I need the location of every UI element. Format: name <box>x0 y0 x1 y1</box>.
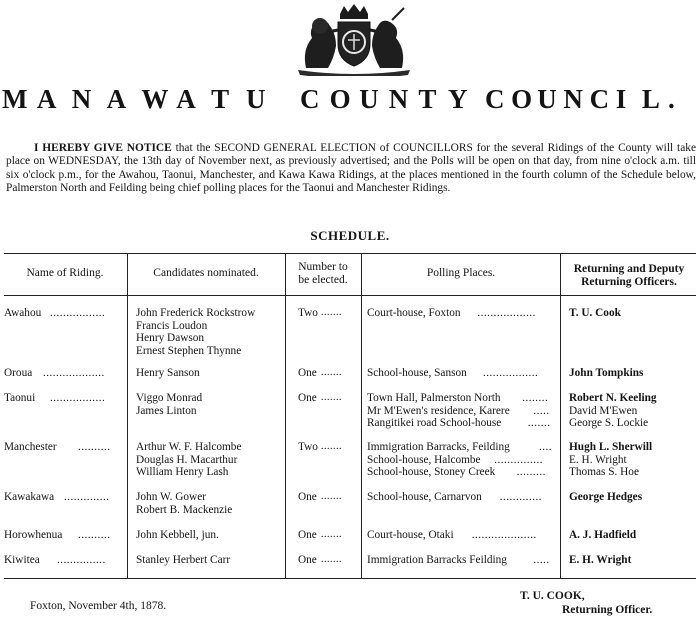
title-letter: U <box>246 84 266 114</box>
header-riding: Name of Riding. <box>26 267 104 279</box>
leader-dots: ..... <box>533 404 550 417</box>
candidate-name: Stanley Herbert Carr <box>136 554 231 566</box>
header-officers <box>561 263 697 289</box>
title-letter: U <box>537 84 557 114</box>
returning-officer: George S. Lockie <box>569 417 649 429</box>
title-letter: O <box>511 84 533 114</box>
leader-dots: ....... <box>527 417 551 429</box>
candidate-name: Francis Loudon <box>136 319 208 332</box>
returning-officer: David M'Ewen <box>569 404 638 417</box>
table-bottom-rule <box>4 578 696 579</box>
polling-place: Mr M'Ewen's residence, Karere <box>367 404 510 417</box>
title-letter: T <box>211 84 230 114</box>
leader-dots: ........ <box>522 392 549 404</box>
column-divider <box>285 253 286 578</box>
leader-dots: ....... <box>321 554 342 565</box>
number-to-elect: One <box>298 491 317 503</box>
notice-paragraph <box>6 142 696 195</box>
returning-officer: A. J. Hadfield <box>569 529 637 541</box>
title-letter: A <box>106 84 127 114</box>
leader-dots: ............... <box>57 554 106 566</box>
header-officers-line1: Returning and Deputy <box>573 263 685 275</box>
riding-name: Taonui <box>4 392 36 404</box>
returning-officer: George Hedges <box>569 491 643 503</box>
leader-dots: ....... <box>321 441 342 452</box>
leader-dots: .................... <box>471 529 537 541</box>
leader-dots: .......... <box>78 441 111 453</box>
polling-place: Immigration Barracks, Feilding <box>367 441 510 453</box>
polling-place: School-house, Sanson <box>367 367 467 379</box>
candidate-name: Douglas H. Macarthur <box>136 453 238 466</box>
riding-name: Kiwitea <box>4 554 40 566</box>
candidate-name: Robert B. Mackenzie <box>136 503 233 516</box>
number-to-elect: One <box>298 529 317 541</box>
candidate-name: William Henry Lash <box>136 466 229 478</box>
title-letter: W <box>141 84 169 114</box>
signatory-name: T. U. COOK, <box>520 590 585 602</box>
signatory-title: Returning Officer. <box>562 604 653 616</box>
title-letter: C <box>485 84 505 114</box>
header-number-line2: be elected. <box>298 274 348 286</box>
leader-dots: ................. <box>483 367 539 379</box>
candidate-name: John Kebbell, jun. <box>136 529 219 541</box>
riding-name: Manchester <box>4 441 57 453</box>
header-number-line1: Number to <box>298 261 348 273</box>
returning-officer: E. H. Wright <box>569 554 632 566</box>
title-letter: C <box>300 84 320 114</box>
returning-officer: Robert N. Keeling <box>569 392 657 404</box>
leader-dots: ............. <box>499 491 543 503</box>
returning-officer: E. H. Wright <box>569 453 627 466</box>
number-to-elect: Two <box>298 307 318 319</box>
schedule-heading: SCHEDULE. <box>310 228 390 243</box>
leader-dots: .................. <box>477 307 536 319</box>
candidate-name: James Linton <box>136 404 197 417</box>
polling-place: Immigration Barracks Feilding <box>367 554 507 566</box>
title-letter: A <box>36 84 57 114</box>
returning-officer: Thomas S. Hoe <box>569 466 639 478</box>
riding-name: Awahou <box>4 307 42 319</box>
title-letter: M <box>2 84 28 114</box>
coat-of-arms-emblem <box>288 4 420 76</box>
leader-dots: ............... <box>494 453 543 466</box>
candidate-name: Arthur W. F. Halcombe <box>136 441 242 453</box>
column-divider <box>361 253 362 578</box>
leader-dots: ....... <box>321 529 342 540</box>
candidate-name: John W. Gower <box>136 491 206 503</box>
returning-officer: Hugh L. Sherwill <box>569 441 653 453</box>
number-to-elect: Two <box>298 441 318 453</box>
riding-name: Oroua <box>4 367 33 379</box>
candidate-name: Ernest Stephen Thynne <box>136 344 242 357</box>
title-letter: C <box>589 84 610 114</box>
leader-dots: ......... <box>516 466 546 478</box>
polling-place: School-house, Halcombe <box>367 453 481 466</box>
returning-officer: T. U. Cook <box>569 307 621 319</box>
leader-dots: .... <box>539 441 552 453</box>
leader-dots: ....... <box>321 392 342 403</box>
candidate-name: Henry Dawson <box>136 332 205 344</box>
notice-lead: I HEREBY GIVE NOTICE <box>34 142 172 154</box>
header-number <box>287 261 359 287</box>
header-officers-line2: Returning Officers. <box>581 276 677 288</box>
leader-dots: ....... <box>321 367 342 378</box>
polling-place: Rangitikei road School-house <box>367 417 502 429</box>
title-letter: U <box>359 84 379 114</box>
leader-dots: ..... <box>533 554 550 566</box>
title-letter: N <box>71 84 92 114</box>
notice-body: that the SECOND GENERAL ELECTION of COUNCILLORS for the several Ridings of the County will take place on WEDNESDAY, the 13th day of November next, as previously advertised; and the Polls will be open on that day, from nine o'clock a.m. till six o'clock p.m., for the Awahou, Taonui, Manchester, and Kawa Kawa Ridings, at the places mentioned in the fourth column of the Schedule below, Palmerston North and Feilding being chief polling places for the Taonui and Manchester Ridings. <box>6 142 696 194</box>
polling-place: School-house, Stoney Creek <box>367 466 496 478</box>
title-letter: N <box>563 84 583 114</box>
leader-dots: ................. <box>50 307 106 319</box>
header-polling: Polling Places. <box>426 267 496 279</box>
candidate-name: Viggo Monrad <box>136 392 203 404</box>
riding-name: Kawakawa <box>4 491 55 503</box>
riding-name: Horowhenua <box>4 529 63 541</box>
table-top-rule <box>4 253 696 254</box>
leader-dots: .......... <box>78 529 111 541</box>
polling-place: Town Hall, Palmerston North <box>367 392 501 404</box>
number-to-elect: One <box>298 367 317 379</box>
table-header-rule <box>4 295 696 296</box>
notice-title <box>0 84 700 116</box>
number-to-elect: One <box>298 392 317 404</box>
title-letter: N <box>388 84 409 114</box>
leader-dots: ....... <box>321 307 342 318</box>
title-letter: I <box>615 84 627 114</box>
candidate-name: John Frederick Rockstrow <box>136 307 256 319</box>
header-candidates: Candidates nominated. <box>153 267 259 279</box>
column-divider <box>127 253 128 578</box>
number-to-elect: One <box>298 554 317 566</box>
title-letter: T <box>418 84 437 114</box>
title-letter: O <box>329 84 351 114</box>
title-letter: Y <box>448 84 468 114</box>
place-and-date: Foxton, November 4th, 1878. <box>30 600 167 612</box>
leader-dots: .............. <box>64 491 110 503</box>
title-letter: L <box>641 84 660 114</box>
leader-dots: ....... <box>321 491 342 502</box>
polling-place: Court-house, Otaki <box>367 529 454 541</box>
returning-officer: John Tompkins <box>569 367 644 379</box>
polling-place: Court-house, Foxton <box>367 307 461 319</box>
leader-dots: ................... <box>43 367 105 379</box>
title-letter: . <box>668 84 675 114</box>
candidate-name: Henry Sanson <box>136 367 200 379</box>
column-divider <box>560 253 561 578</box>
leader-dots: ................. <box>50 392 106 404</box>
title-letter: A <box>176 84 196 114</box>
polling-place: School-house, Carnarvon <box>367 491 482 503</box>
